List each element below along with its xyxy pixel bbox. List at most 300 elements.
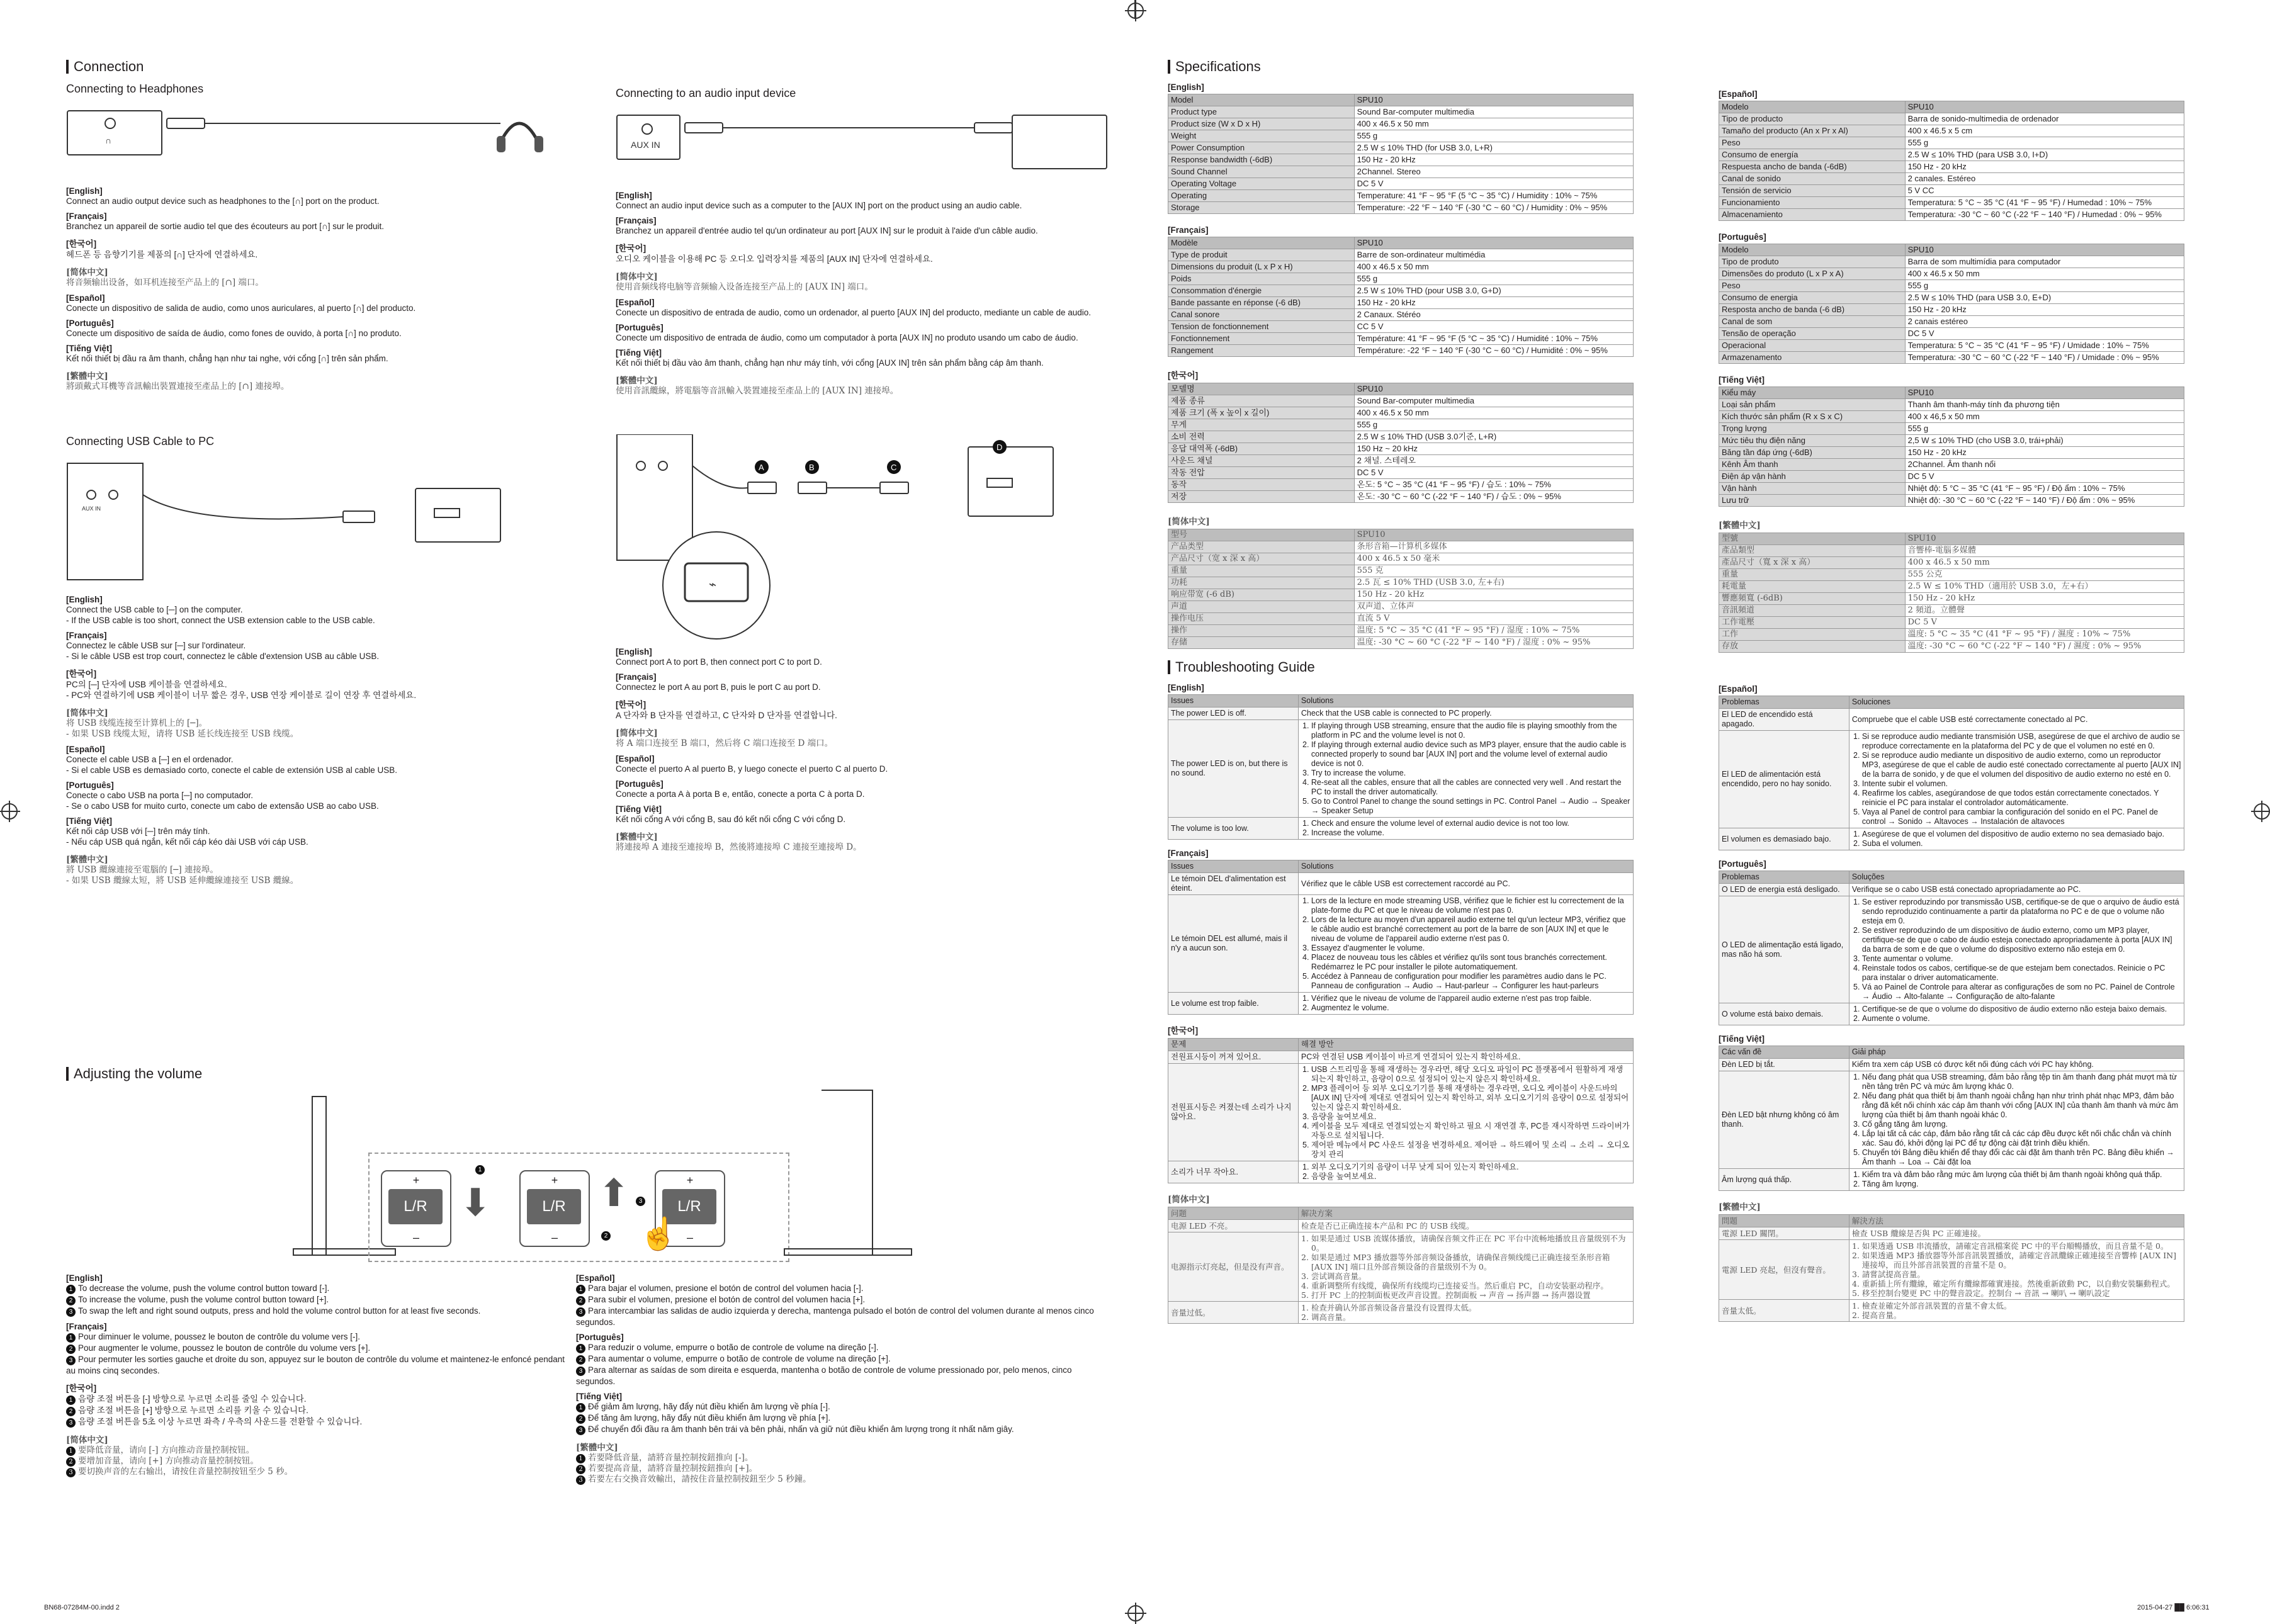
spec-value: 2Channel. Stereo [1354, 166, 1633, 178]
spec-row [1168, 118, 1634, 130]
spec-value: SPU10 [1905, 101, 2184, 113]
vol-l-3: [简体中文] 1 要降低音量，请向 [-] 方向推动音量控制按钮。 2 要增加音量，请向 [+] 方向推动音量控制按钮。 3 要切换声音的左右输出，请按住音量控制按钮至少 5 秒。 [66, 1435, 293, 1477]
spec-value: 150 Hz - 20 kHz [1354, 297, 1633, 309]
spec-key: 사운드 채널 [1168, 455, 1355, 467]
trb-step: 2. 调高音量。 [1311, 1312, 1630, 1322]
trb-step: 3. Intente subir el volumen. [1862, 779, 2181, 789]
trb-issue: Âm lượng quá thấp. [1719, 1169, 1849, 1191]
spec-key: 工作 [1719, 629, 1906, 641]
arrow-down-icon: ⬇ [460, 1181, 492, 1224]
trb-issue: 소리가 너무 작아요. [1168, 1161, 1299, 1183]
spec-key: Tipo de produto [1719, 256, 1906, 268]
spec-key: Trọng lượng [1719, 423, 1906, 435]
registration-mark-right [2254, 803, 2270, 820]
trb-step: 4. Lắp lại tất cả các cáp, đảm bảo rằng tất cả các cáp đều được kết nối chắc chắn và chính xác. Sau đó, khởi động lại PC để tự động cài đặt trình điều khiển. [1862, 1129, 2181, 1148]
trb-solution [1298, 818, 1633, 840]
trb-steps [1301, 1065, 1630, 1159]
spec-value: 150 Hz - 20 kHz [1905, 447, 2184, 459]
trb-step: 5. Chuyển tới Bảng điều khiển để thay đổi các cài đặt âm thanh trên PC. Bảng điều khiển → Âm thanh → Loa → Cài đặt loa [1862, 1148, 2181, 1167]
spec-key: 音訊頻道 [1719, 605, 1906, 617]
spec-row [1168, 491, 1634, 503]
vol-l-2: [한국어] 1 음량 조절 버튼을 [-] 방향으로 누르면 소리를 줄일 수 있습니다. 2 음량 조절 버튼을 [+] 방향으로 누르면 소리를 키울 수 있습니다. 3 음량 조절 버튼을 5초 이상 누르면 좌측 / 우측의 사운드를 전환할 수 있습니다. [66, 1384, 363, 1426]
trb-header-issues: Problemas [1719, 696, 1849, 709]
spec-key: Modelo [1719, 244, 1906, 256]
usb-6: [Tiếng Việt] Kết nối cáp USB với [─] trên máy tính. - Nếu cáp USB quá ngắn, kết nối cáp kéo dài USB với cáp USB. [66, 816, 308, 847]
spec-value: Barre de son-ordinateur multimédia [1354, 249, 1633, 261]
spec-key: Resposta ancho de banda (-6 dB) [1719, 304, 1906, 316]
spec-key: 제품 크기 (폭 x 높이 x 길이) [1168, 407, 1355, 419]
spec-row [1719, 495, 2184, 507]
spec-value: 555 公克 [1905, 569, 2184, 581]
spec-row [1719, 447, 2184, 459]
spec-row [1719, 268, 2184, 280]
spec-lang-heading: [Français] [1168, 225, 1209, 235]
spec-key: 重量 [1719, 569, 1906, 581]
spec-key: Fonctionnement [1168, 333, 1355, 345]
soundbar-box [67, 111, 162, 155]
aux-6: [Tiếng Việt] Kết nối thiết bị đầu vào âm thanh, chẳng hạn như máy tính, với cổng [AUX IN] trên sản phẩm bằng cáp âm thanh. [616, 348, 1044, 368]
trb-step: 2. Nếu đang phát qua thiết bị âm thanh ngoài chẳng hạn như trình phát nhạc MP3, đảm bảo rằng đã kết nối chính xác cáp âm thanh với cổng [AUX IN] của thanh âm thanh và mức âm lượng của thiết bị âm thanh ngoài khác 0. [1862, 1091, 2181, 1120]
usb-2: [한국어] PC의 [─] 단자에 USB 케이블을 연결하세요. - PC와 연결하기에 USB 케이블이 너무 짧은 경우, USB 연장 케이블로 길이 연장 후 연결하세요. [66, 669, 417, 700]
hp-7: [繁體中文] 將頭戴式耳機等音訊輸出裝置連接至產品上的 [∩] 連接埠。 [66, 371, 290, 392]
spec-value: 150 Hz - 20 kHz [1354, 589, 1633, 601]
trb-header-solutions: Solutions [1298, 860, 1633, 873]
spec-value: 2,5 W ≤ 10% THD (cho USB 3.0, trái+phải) [1905, 435, 2184, 447]
spec-value: CC 5 V [1354, 321, 1633, 333]
usb-plug-a [748, 482, 776, 493]
aux-diagram-svg [616, 109, 1119, 184]
trb-issue: 电源 LED 不亮。 [1168, 1220, 1299, 1232]
spec-value: 2 Canaux. Stéréo [1354, 309, 1633, 321]
spec-row [1168, 285, 1634, 297]
trb-issue: El LED de alimentación está encendido, pero no hay sonido. [1719, 731, 1849, 828]
spec-row [1719, 149, 2184, 161]
spec-row [1719, 125, 2184, 137]
usb-3: [简体中文] 将 USB 线缆连接至计算机上的 [─]。 - 如果 USB 线缆太短，请将 USB 延长线连接至 USB 线缆。 [66, 708, 299, 739]
vol-r-0: [Español] 1 Para bajar el volumen, presione el botón de control del volumen hacia [-]. 2 Para subir el volumen, presione el botón de control del volumen hacia [+]. 3 Para intercambiar las salidas de audio izquierda y derecha, mantenga pulsado el botón de control del volumen durante al menos cinco segundos. [576, 1273, 1094, 1327]
specs-right-tables [1719, 89, 2184, 653]
trb-issue: 전원표시등이 꺼져 있어요. [1168, 1051, 1299, 1064]
trb-lang-heading: [Tiếng Việt] [1719, 1034, 1765, 1044]
aux-in-label: AUX IN [631, 140, 660, 150]
trb-step: 4. Re-seat all the cables, ensure that all the cables are connected very well . And restart the PC to install the driver automatically. [1311, 778, 1630, 797]
spec-row [1719, 328, 2184, 340]
spec-row [1168, 613, 1634, 625]
trb-steps [1852, 1005, 2181, 1023]
spec-row [1719, 256, 2184, 268]
trb-issue: The power LED is off. [1168, 708, 1299, 720]
spec-value: 2 canais estéreo [1905, 316, 2184, 328]
trb-issue: Le témoin DEL d'alimentation est éteint. [1168, 873, 1299, 895]
spec-row [1719, 593, 2184, 605]
trb-issue: O LED de alimentação está ligado, mas não há som. [1719, 896, 1849, 1003]
spec-row [1719, 471, 2184, 483]
spec-key: Product size (W x D x H) [1168, 118, 1355, 130]
section-title-specs: Specifications [1168, 60, 1634, 74]
trb-steps [1852, 1170, 2181, 1189]
ext-2: [한국어] A 단자와 B 단자를 연결하고, C 단자와 D 단자를 연결합니다. [616, 700, 837, 720]
spec-key: Model [1168, 94, 1355, 106]
spec-key: Tensão de operação [1719, 328, 1906, 340]
spec-row [1168, 130, 1634, 142]
troubleshooting-table [1168, 1038, 1634, 1183]
trb-solution [1849, 1169, 2184, 1191]
trb-step: 1. Se estiver reproduzindo por transmissão USB, certifique-se de que o arquivo de áudio está sendo reproduzido continuamente a partir da plataforma no PC e de que o volume não esteja em 0. [1862, 898, 2181, 926]
spec-row [1719, 280, 2184, 292]
trb-step: 2. Aumente o volume. [1862, 1014, 2181, 1023]
trb-step: 2. Increase the volume. [1311, 828, 1630, 838]
figure-volume [66, 1090, 1124, 1266]
trb-step: 5. Vaya al Panel de control para cambiar la configuración del sonido en el PC. Panel de control → Sonido → Altavoces → Instalación de altavoces [1862, 808, 2181, 826]
aux-2: [한국어] 오디오 케이블을 이용해 PC 등 오디오 입력장치를 제품의 [AUX IN] 단자에 연결하세요. [616, 244, 933, 264]
trb-step: 4. 케이블을 모두 제대로 연결되었는지 확인하고 필요 시 재연결 후, PC를 재시작하면 드라이버가 자동으로 설치됩니다. [1311, 1122, 1630, 1141]
spec-key: 產品類型 [1719, 545, 1906, 557]
spec-row [1719, 173, 2184, 185]
spec-lang-heading: [Español] [1719, 89, 1758, 99]
spec-value: 温度: 5 °C ~ 35 °C (41 °F ~ 95 °F) / 湿度 : 10% ~ 75% [1354, 625, 1633, 637]
spec-key: Rangement [1168, 345, 1355, 357]
spec-value: 直流 5 V [1354, 613, 1633, 625]
monitor-stand-right [784, 1248, 912, 1256]
trb-step: 1. If playing through USB streaming, ensure that the audio file is playing smoothly from the platform in PC and the volume level is not 0. [1311, 721, 1630, 740]
spec-table [1719, 533, 2184, 653]
spec-key: Vận hành [1719, 483, 1906, 495]
spec-row [1168, 407, 1634, 419]
spec-value: Temperature: -22 °F ~ 140 °F (-30 °C ~ 60 °C) / Humidity : 0% ~ 95% [1354, 202, 1633, 214]
spec-row [1168, 383, 1634, 395]
usb-instructions [66, 595, 570, 886]
spec-value: Temperature: 41 °F ~ 95 °F (5 °C ~ 35 °C) / Humidity : 10% ~ 75% [1354, 190, 1633, 202]
spec-value: 555 克 [1354, 565, 1633, 577]
spec-key: 저장 [1168, 491, 1355, 503]
spec-key: Poids [1168, 273, 1355, 285]
trb-step: 3. 음량을 높여보세요. [1311, 1112, 1630, 1122]
spec-row [1168, 249, 1634, 261]
spec-value: SPU10 [1905, 387, 2184, 399]
trb-solution [1849, 1071, 2184, 1169]
trb-step: 4. Placez de nouveau tous les câbles et vérifiez qu'ils sont tous branchés correctement. Redémarrez le PC pour installer le pilote automatiquement. [1311, 953, 1630, 972]
trb-row [1719, 828, 2184, 850]
trb-step: 1. Asegúrese de que el volumen del dispositivo de audio externo no sea demasiado bajo. [1862, 830, 2181, 839]
soundbar-side-box [67, 463, 143, 580]
trb-lang-heading: [한국어] [1168, 1026, 1199, 1035]
spec-row [1719, 387, 2184, 399]
trb-steps [1301, 1234, 1630, 1300]
trb-step: 2. 如果透過 MP3 播放器等外部音訊裝置播放，請確定音訊纜線正確連接至音響棒 [AUX IN] 連接埠，而且外部音訊裝置的音量不是 0。 [1862, 1251, 2181, 1270]
spec-key: 工作電壓 [1719, 617, 1906, 629]
usb-port-d [987, 478, 1012, 487]
trb-row [1168, 1232, 1634, 1302]
trb-issue: Le volume est trop faible. [1168, 993, 1299, 1015]
spec-row [1719, 533, 2184, 545]
aux-7: [繁體中文] 使用音訊纜線，將電腦等音訊輸入裝置連接至產品上的 [AUX IN] 連接埠。 [616, 376, 899, 396]
spec-lang-heading: [繁體中文] [1719, 521, 1761, 531]
spec-row [1719, 352, 2184, 364]
spec-key: 型號 [1719, 533, 1906, 545]
spec-value: Température: -22 °F ~ 140 °F (-30 °C ~ 60 °C) / Humidité : 0% ~ 95% [1354, 345, 1633, 357]
trb-step: 1. 檢查並確定外部音訊裝置的音量不會太低。 [1862, 1301, 2181, 1311]
trb-steps [1301, 819, 1630, 838]
port-letter-a: A [759, 463, 764, 472]
spec-value: 条形音箱—计算机多媒体 [1354, 541, 1633, 553]
trb-issue: Đèn LED bật nhưng không có âm thanh. [1719, 1071, 1849, 1169]
trb-header-row [1168, 695, 1634, 708]
usb-0: [English] Connect the USB cable to [─] on the computer. - If the USB cable is too short, connect the USB extension cable to the USB cable. [66, 595, 375, 625]
trb-step: 1. Kiểm tra và đảm bảo rằng mức âm lượng của thiết bị âm thanh ngoài không quá thấp. [1862, 1170, 2181, 1180]
spec-value: SPU10 [1354, 529, 1633, 541]
spec-row [1168, 601, 1634, 613]
spec-lang-heading: [한국어] [1168, 371, 1199, 380]
spec-row [1719, 629, 2184, 641]
trb-step: 4. 重新调整所有线缆，确保所有线缆均已连接妥当。然后重启 PC，自动安装驱动程序。 [1311, 1281, 1630, 1290]
trb-step: 2. Augmentez le volume. [1311, 1003, 1630, 1013]
hp-4: [Español] Conecte un dispositivo de salida de audio, como unos auriculares, al puerto [∩] del producto. [66, 293, 416, 313]
trb-steps [1852, 732, 2181, 826]
troubleshooting-table [1719, 871, 2184, 1025]
trb-header-row [1719, 1215, 2184, 1227]
subtitle-aux: Connecting to an audio input device [616, 87, 796, 99]
spec-value: 150 Hz - 20 kHz [1905, 161, 2184, 173]
trb-steps [1852, 830, 2181, 849]
section-volume [66, 1066, 1124, 1484]
spec-row [1168, 553, 1634, 565]
vol-r-3: [繁體中文] 1 若要降低音量，請將音量控制按鈕推向 [-]。 2 若要提高音量，請將音量控制按鈕推向 [+]。 3 若要左右交換音效輸出，請按住音量控制按鈕至少 5 秒鐘。 [576, 1443, 811, 1484]
troubleshooting-table [1719, 1214, 2184, 1322]
spec-value: Barra de som multimídia para computador [1905, 256, 2184, 268]
audio-plug-right-icon [974, 123, 1012, 133]
aux-instructions [616, 191, 1119, 397]
monitor-left [312, 1096, 327, 1256]
trb-issue: The power LED is on, but there is no sound. [1168, 720, 1299, 818]
spec-key: Operating [1168, 190, 1355, 202]
spec-row [1168, 625, 1634, 637]
spec-key: Dimensões do produto (L x P x A) [1719, 268, 1906, 280]
trb-step: 检查是否已正确连接本产品和 PC 的 USB 线缆。 [1301, 1221, 1474, 1231]
spec-table [1719, 101, 2184, 221]
spec-key: Power Consumption [1168, 142, 1355, 154]
spec-value: SPU10 [1354, 383, 1633, 395]
spec-key: Kiểu máy [1719, 387, 1906, 399]
trb-issue: 電源 LED 關閉。 [1719, 1227, 1849, 1240]
spec-value: 555 g [1354, 419, 1633, 431]
trb-issue: O LED de energia está desligado. [1719, 884, 1849, 896]
trb-header-solutions: Soluciones [1849, 696, 2184, 709]
trb-header-solutions: 해결 방안 [1298, 1039, 1633, 1051]
trb-step: Check that the USB cable is connected to PC properly. [1301, 709, 1492, 718]
usb-plug-icon [343, 511, 375, 522]
trb-header-issues: Các vấn đề [1719, 1046, 1849, 1059]
trb-row [1719, 1227, 2184, 1240]
spec-row [1719, 459, 2184, 471]
section-title-connection: Connection [66, 60, 570, 74]
finger-press-icon: ☝ [639, 1216, 679, 1251]
spec-value: 150 Hz - 20 kHz [1354, 154, 1633, 166]
spec-value: 2.5 W ≤ 10% THD (for USB 3.0, L+R) [1354, 142, 1633, 154]
trb-header-row [1168, 1039, 1634, 1051]
vol-r-2: [Tiếng Việt] 1 Để giảm âm lượng, hãy đẩy nút điều khiển âm lượng về phía [-]. 2 Để tăng âm lượng, hãy đẩy nút điều khiển âm lượng về phía [+]. 3 Để chuyển đổi đầu ra âm thanh bên trái và bên phải, nhấn và giữ nút điều khiển âm lượng trong ít nhất năm giây. [576, 1392, 1014, 1434]
spec-row [1168, 431, 1634, 443]
trb-row [1719, 1003, 2184, 1025]
trb-lang-heading: [繁體中文] [1719, 1202, 1761, 1212]
trb-step: 3. Essayez d'augmenter le volume. [1311, 944, 1630, 953]
trb-step: 4. 重新插上所有纜線，確定所有纜線都確實連接。然後重新啟動 PC，以自動安裝驅動程式。 [1862, 1279, 2181, 1288]
trb-row [1719, 709, 2184, 731]
spec-value: Temperatura: -30 °C ~ 60 °C (-22 °F ~ 140 °F) / Umidade : 0% ~ 95% [1905, 352, 2184, 364]
spec-row [1719, 617, 2184, 629]
trb-step: Kiểm tra xem cáp USB có được kết nối đúng cách với PC hay không. [1851, 1060, 2094, 1069]
trb-step: 1. Check and ensure the volume level of external audio device is not too low. [1311, 819, 1630, 828]
trb-solution [1298, 708, 1633, 720]
trb-step: 5. Vá ao Painel de Controle para alterar as configurações de som no PC. Painel de Controle → Áudio → Alto-falante → Configuração de alto-falante [1862, 983, 2181, 1001]
spec-row [1168, 261, 1634, 273]
trb-steps [1852, 898, 2181, 1001]
trb-solution [1298, 1232, 1633, 1302]
hp-2: [한국어] 헤드폰 등 음향기기를 제품의 [∩] 단자에 연결하세요. [66, 239, 258, 259]
figure-aux [616, 109, 1119, 184]
trb-steps [1301, 896, 1630, 991]
spec-value: 400 x 46.5 x 50 mm [1905, 557, 2184, 569]
trb-step: Vérifiez que le câble USB est correctement raccordé au PC. [1301, 879, 1511, 888]
spec-value: 2.5 W ≤ 10% THD (para USB 3.0, I+D) [1905, 149, 2184, 161]
spec-table [1168, 383, 1634, 503]
trb-row [1168, 1064, 1634, 1161]
spec-value: 2.5 W ≤ 10% THD (para USB 3.0, E+D) [1905, 292, 2184, 304]
soundbar-box [617, 115, 680, 159]
trb-lang-heading: [English] [1168, 683, 1204, 692]
spec-table [1719, 244, 2184, 364]
spec-row [1719, 292, 2184, 304]
col-specs-left [1168, 60, 1634, 1333]
trb-row [1168, 1220, 1634, 1232]
figure-headphones [66, 104, 570, 180]
port-letter-c: C [891, 463, 897, 472]
trb-step: 1. 외부 오디오기기의 음량이 너무 낮게 되어 있는지 확인하세요. [1311, 1163, 1630, 1172]
trb-row [1168, 993, 1634, 1015]
spec-key: Product type [1168, 106, 1355, 118]
spec-value: 400 x 46.5 x 5 cm [1905, 125, 2184, 137]
spec-key: Operacional [1719, 340, 1906, 352]
spec-value: 2.5 W ≤ 10% THD (pour USB 3.0, G+D) [1354, 285, 1633, 297]
aux-4: [Español] Conecte un dispositivo de entrada de audio, como un ordenador, al puerto [AUX IN] del producto, mediante un cable de audio. [616, 298, 1091, 317]
trb-steps [1301, 994, 1630, 1013]
figure-usb [66, 457, 570, 586]
spec-row [1168, 419, 1634, 431]
trb-issue: 電源 LED 亮起，但沒有聲音。 [1719, 1240, 1849, 1300]
trb-header-solutions: Solutions [1298, 695, 1633, 708]
ext-5: [Português] Conecte a porta A à porta B e, então, conecte a porta C à porta D. [616, 779, 865, 799]
trb-issue: O volume está baixo demais. [1719, 1003, 1849, 1025]
spec-key: Consommation d'énergie [1168, 285, 1355, 297]
spec-value: Temperatura: -30 °C ~ 60 °C (-22 °F ~ 140 °F) / Humedad : 0% ~ 95% [1905, 209, 2184, 221]
trb-header-solutions: Giải pháp [1849, 1046, 2184, 1059]
trb-header-issues: Issues [1168, 860, 1299, 873]
trb-issue: 音量太低。 [1719, 1300, 1849, 1322]
trb-step: 2. 음량을 높여보세요. [1311, 1172, 1630, 1181]
spec-lang-heading: [Tiếng Việt] [1719, 375, 1765, 385]
spec-lang-heading: [English] [1168, 82, 1204, 92]
spec-row [1168, 345, 1634, 357]
spec-value: 2 頻道。立體聲 [1905, 605, 2184, 617]
troubleshooting-table [1168, 1207, 1634, 1324]
trb-header-issues: 문제 [1168, 1039, 1299, 1051]
trb-steps [1852, 1073, 2181, 1167]
usb-1: [Français] Connectez le câble USB sur [─] sur l'ordinateur. - Si le câble USB est trop court, connectez le câble d'extension USB au câble USB. [66, 631, 380, 661]
spec-value: 溫度: -30 °C ~ 60 °C (-22 °F ~ 140 °F) / 濕度 : 0% ~ 95% [1905, 641, 2184, 653]
spec-value: DC 5 V [1354, 467, 1633, 479]
trb-step: 1. 如果是通过 USB 流媒体播放，请确保音频文件正在 PC 平台中流畅地播放且音量级别不为 0。 [1311, 1234, 1630, 1253]
ext-1: [Français] Connectez le port A au port B, puis le port C au port D. [616, 672, 821, 692]
trb-lang-heading: [简体中文] [1168, 1195, 1210, 1205]
trb-step: 3. Cố gắng tăng âm lượng. [1862, 1120, 2181, 1129]
troubleshooting-right-tables [1719, 684, 2184, 1322]
spec-value: Nhiệt độ: -30 °C ~ 60 °C (-22 °F ~ 140 °F) / Độ ẩm : 0% ~ 95% [1905, 495, 2184, 507]
spec-row [1719, 411, 2184, 423]
spec-row [1168, 309, 1634, 321]
spec-key: Peso [1719, 280, 1906, 292]
spec-row [1168, 142, 1634, 154]
spec-value: DC 5 V [1905, 471, 2184, 483]
trb-row [1168, 720, 1634, 818]
spec-key: 存放 [1719, 641, 1906, 653]
spec-row [1719, 399, 2184, 411]
spec-row [1168, 333, 1634, 345]
trb-step: 1. Certifique-se de que o volume do dispositivo de áudio externo não esteja baixo demais. [1862, 1005, 2181, 1014]
trb-solution [1298, 1161, 1633, 1183]
spec-value: Temperatura: 5 °C ~ 35 °C (41 °F ~ 95 °F) / Umidade : 10% ~ 75% [1905, 340, 2184, 352]
computer-box [1012, 115, 1107, 169]
trb-header-row [1719, 871, 2184, 884]
spec-value: 555 g [1354, 273, 1633, 285]
spec-lang-heading: [简体中文] [1168, 517, 1210, 527]
col-specs-right [1719, 87, 2184, 1331]
trb-solution [1849, 884, 2184, 896]
headphone-cup-right [534, 136, 543, 152]
trb-step: 2. Suba el volumen. [1862, 839, 2181, 849]
trb-step: 4. Reafirme los cables, asegúrandose de que todos están correctamente conectados. Y reinicie el PC para instalar el controlador automáticamente. [1862, 789, 2181, 808]
spec-key: Funcionamiento [1719, 197, 1906, 209]
trb-header-row [1719, 696, 2184, 709]
spec-value: 2 canales. Estéreo [1905, 173, 2184, 185]
port-letter-b: B [809, 463, 815, 472]
spec-row [1168, 637, 1634, 649]
spec-row [1168, 455, 1634, 467]
spec-value: SPU10 [1905, 244, 2184, 256]
spec-key: Tipo de producto [1719, 113, 1906, 125]
registration-mark-top [1127, 3, 1144, 19]
trb-step: 2. 如果是通过 MP3 播放器等外部音频设备播放，请确保音频线缆已正确连接至条形音箱 [AUX IN] 端口且外部音频设备的音量级别不为 0。 [1311, 1253, 1630, 1272]
spec-value: 5 V CC [1905, 185, 2184, 197]
spec-key: Điện áp vận hành [1719, 471, 1906, 483]
spec-row [1168, 577, 1634, 589]
trb-row [1168, 1161, 1634, 1183]
trb-step: 1. Lors de la lecture en mode streaming USB, vérifiez que le fichier est lu correctement de la plate-forme du PC et que le niveau de volume n'est pas 0. [1311, 896, 1630, 915]
spec-value: 音響棒-電腦多媒體 [1905, 545, 2184, 557]
spec-row [1168, 166, 1634, 178]
trb-step: 1. 如果透過 USB 串流播放，請確定音訊檔案從 PC 中的平台順暢播放，而且音量不是 0。 [1862, 1241, 2181, 1251]
vol-l-0: [English] 1 To decrease the volume, push the volume control button toward [-]. 2 To increase the volume, push the volume control button toward [+]. 3 To swap the left and right sound outputs, press and hold the volume control button for at least five seconds. [66, 1273, 481, 1316]
spec-key: 소비 전력 [1168, 431, 1355, 443]
trb-issue: El volumen es demasiado bajo. [1719, 828, 1849, 850]
col-connection-right [616, 87, 1119, 853]
trb-lang-heading: [Français] [1168, 849, 1209, 858]
spec-value: 온도: 5 °C ~ 35 °C (41 °F ~ 95 °F) / 습도 : 10% ~ 75% [1354, 479, 1633, 491]
headphones-instructions [66, 186, 570, 392]
spec-value: 400 x 46.5 x 50 mm [1354, 407, 1633, 419]
spec-key: Kênh Âm thanh [1719, 459, 1906, 471]
trb-row [1168, 895, 1634, 993]
spec-row [1168, 565, 1634, 577]
trb-issue: El LED de encendido está apagado. [1719, 709, 1849, 731]
